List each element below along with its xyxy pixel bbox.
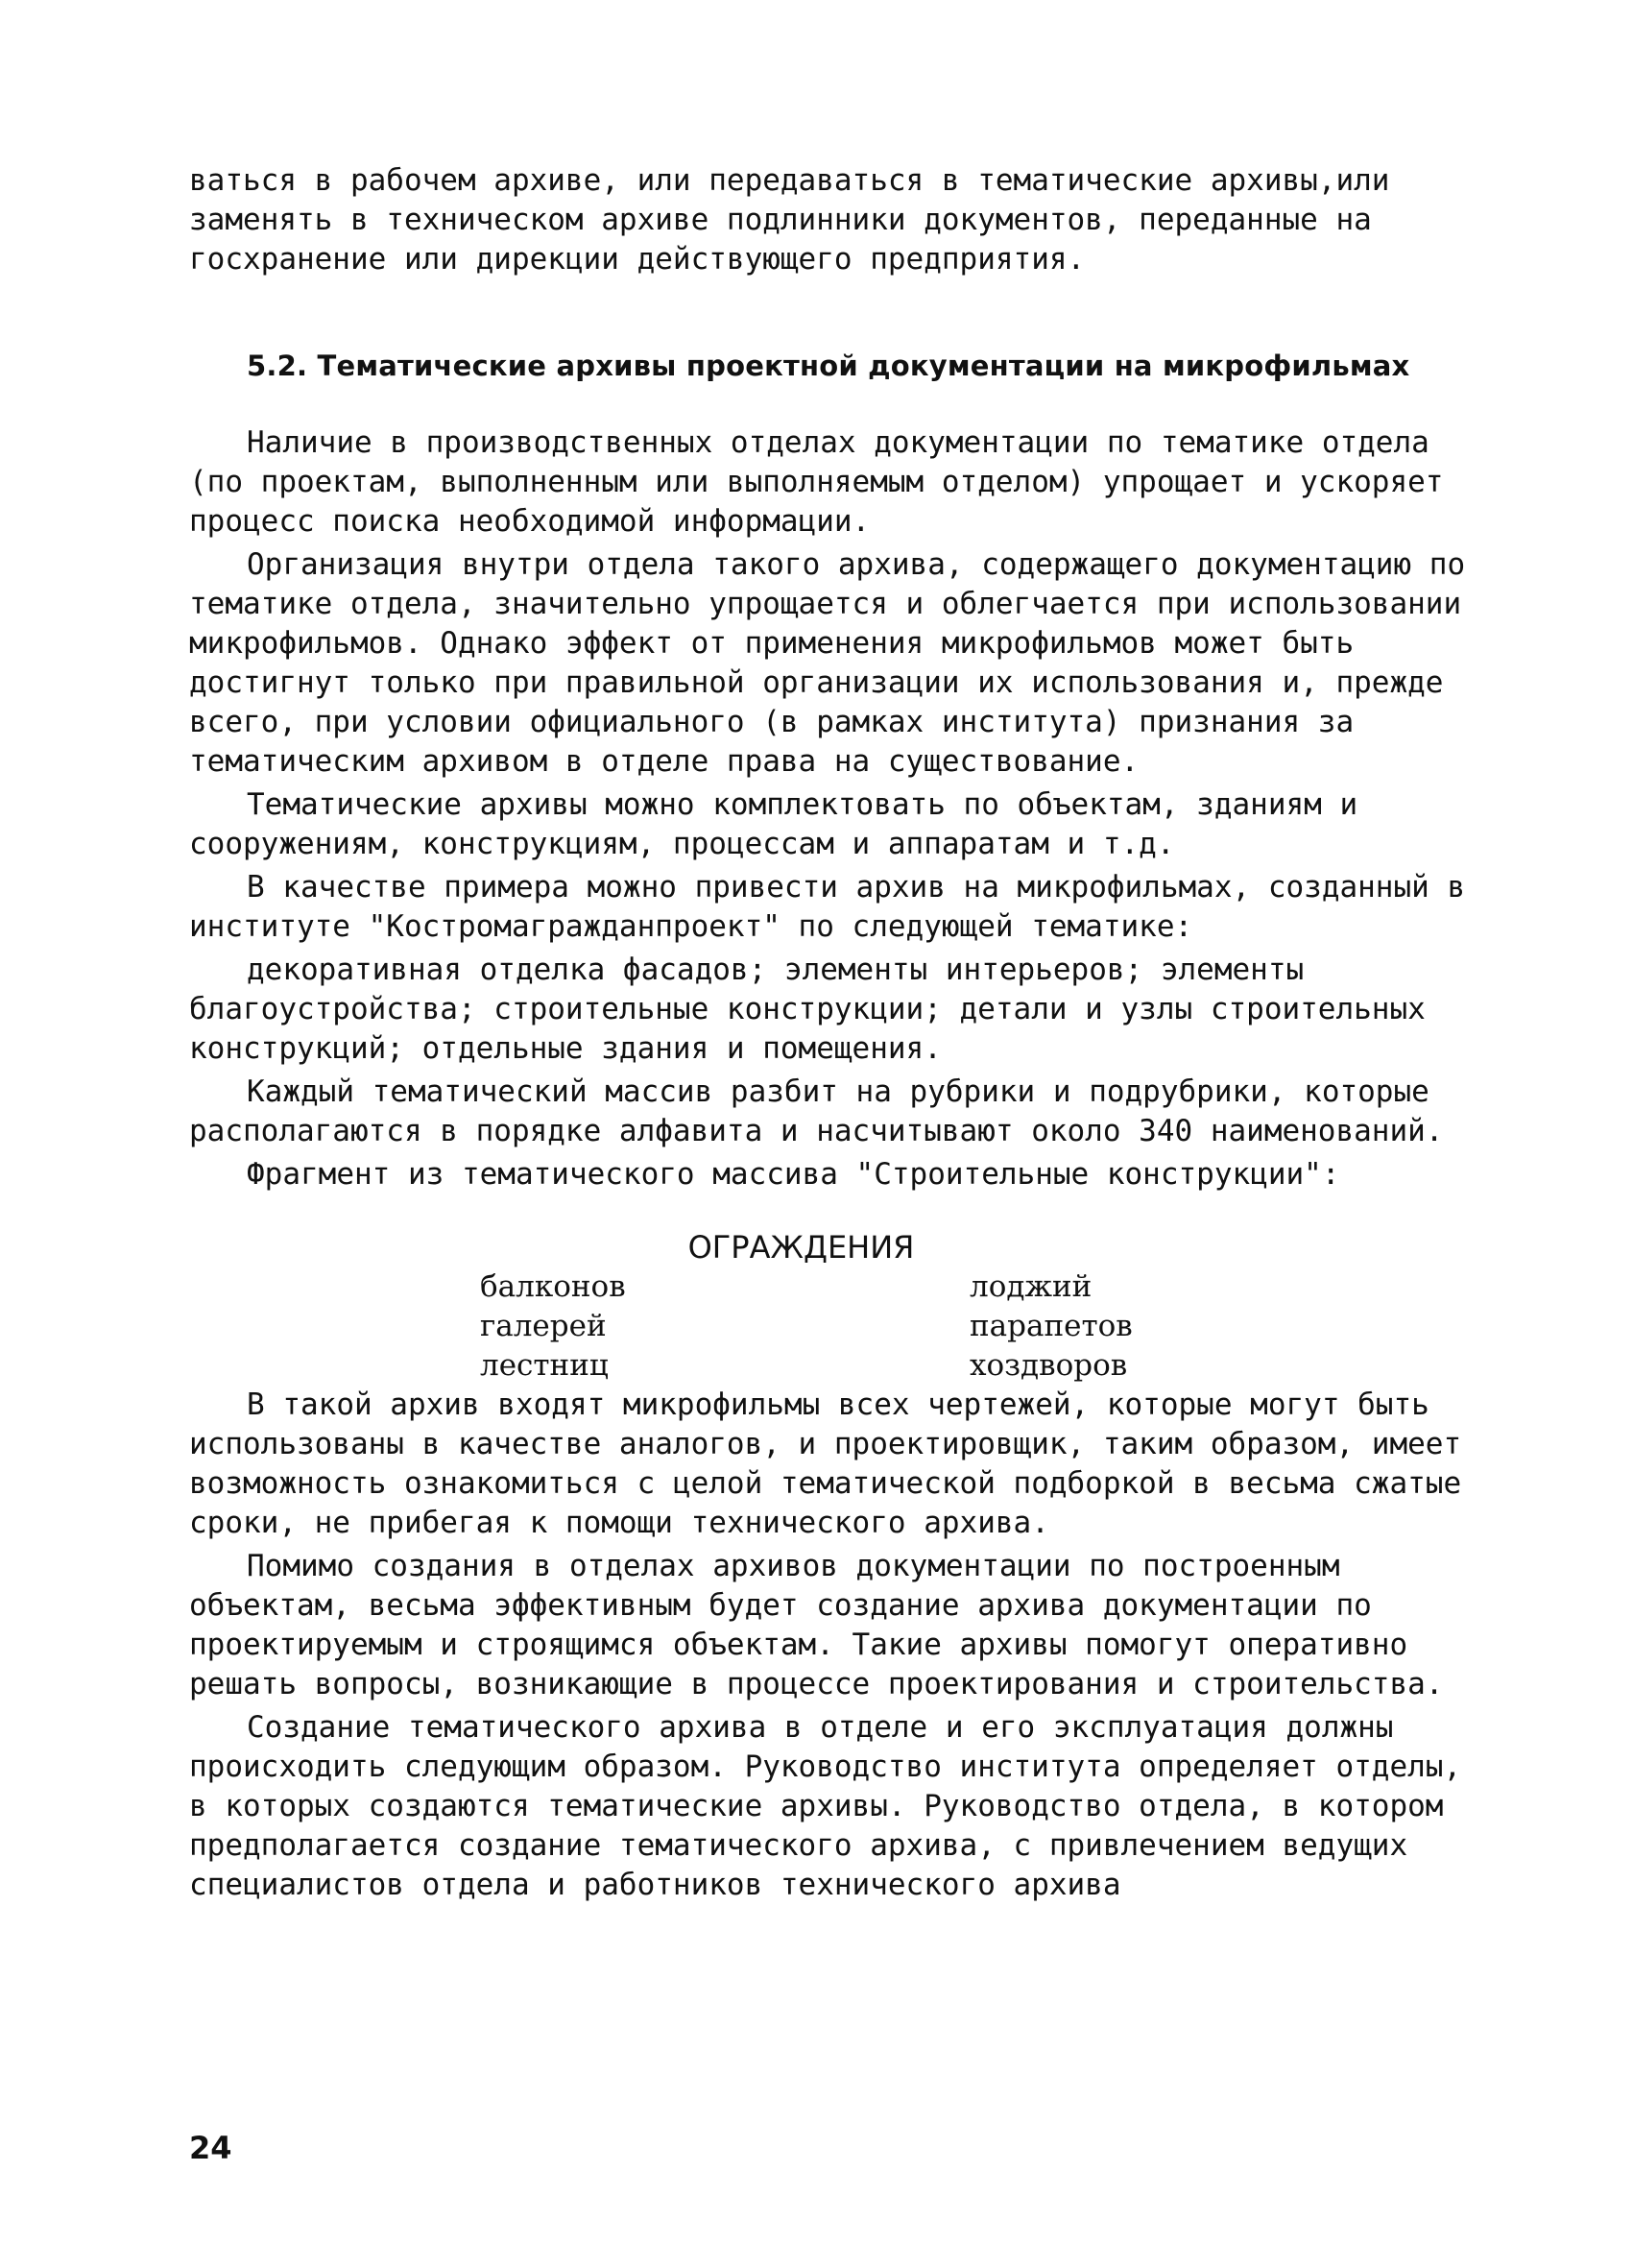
paragraph-5: декоративная отделка фасадов; элементы интерьеров; элементы благоустройства; строительные конструкции; детали и узлы строительных конструкций; отдельные здания и помещения. bbox=[189, 953, 1426, 1066]
fragment-item: балконов bbox=[480, 1269, 626, 1304]
fragment-item: галерей bbox=[480, 1309, 607, 1343]
fragment-item: хоздворов bbox=[970, 1348, 1128, 1383]
paragraph-9: Помимо создания в отделах архивов документации по построенным объектам, весьма эффективным будет создание архива документации по проектируемым и строящимся объектам. Такие архивы помогут оперативно решать вопросы, возникающие в процессе проектирования и строительства. bbox=[189, 1549, 1444, 1701]
paragraph-10: Создание тематического архива в отделе и его эксплуатация должны происходить следующим образом. Руководство института определяет отделы, в которых создаются тематические архивы. Руководство отдела, в котором предполагается создание тематического архива, с привлечением ведущих специалистов отдела и работников технического архива bbox=[189, 1710, 1462, 1902]
section-heading: 5.2. Тематические архивы проектной документации на микрофильмах bbox=[247, 350, 1410, 382]
paragraph-8: В такой архив входят микрофильмы всех чертежей, которые могут быть использованы в качестве аналогов, и проектировщик, таким образом, имеет возможность ознакомиться с целой тематической подборкой в весьма сжатые сроки, не прибегая к помощи технического архива. bbox=[189, 1387, 1462, 1540]
fragment-item: лестниц bbox=[480, 1348, 609, 1383]
fragment-list bbox=[480, 1267, 1480, 1386]
paragraph-6: Каждый тематический массив разбит на рубрики и подрубрики, которые располагаются в порядке алфавита и насчитывают около 340 наименований. bbox=[189, 1074, 1444, 1148]
paragraph-2: Организация внутри отдела такого архива, содержащего документацию по тематике отдела, значительно упрощается и облегчается при использовании микрофильмов. Однако эффект от применения микрофильмов может быть достигнут только при правильной организации их использования и, прежде всего, при условии официального (в рамках института) признания за тематическим архивом в отделе права на существование. bbox=[189, 547, 1466, 779]
paragraph-1: Наличие в производственных отделах документации по тематике отдела (по проектам, выполненным или выполняемым отделом) упрощает и ускоряет процесс поиска необходимой информации. bbox=[189, 425, 1444, 539]
paragraph-7: Фрагмент из тематического массива "Строительные конструкции": bbox=[247, 1157, 1340, 1192]
intro-paragraph: ваться в рабочем архиве, или передаваться в тематические архивы,или заменять в техническом архиве подлинники документов, переданные на госхранение или дирекции действующего предприятия. bbox=[189, 163, 1390, 277]
fragment-item: лоджий bbox=[970, 1269, 1093, 1304]
fragment-title: ОГРАЖДЕНИЯ bbox=[687, 1229, 915, 1266]
page-number: 24 bbox=[189, 2130, 232, 2166]
paragraph-3: Тематические архивы можно комплектовать по объектам, зданиям и сооружениям, конструкциям, процессам и аппаратам и т.д. bbox=[189, 787, 1358, 861]
document-page bbox=[189, 161, 1480, 1909]
fragment-item: парапетов bbox=[970, 1309, 1133, 1343]
paragraph-4: В качестве примера можно привести архив на микрофильмах, созданный в институте "Костромагражданпроект" по следующей тематике: bbox=[189, 870, 1466, 944]
